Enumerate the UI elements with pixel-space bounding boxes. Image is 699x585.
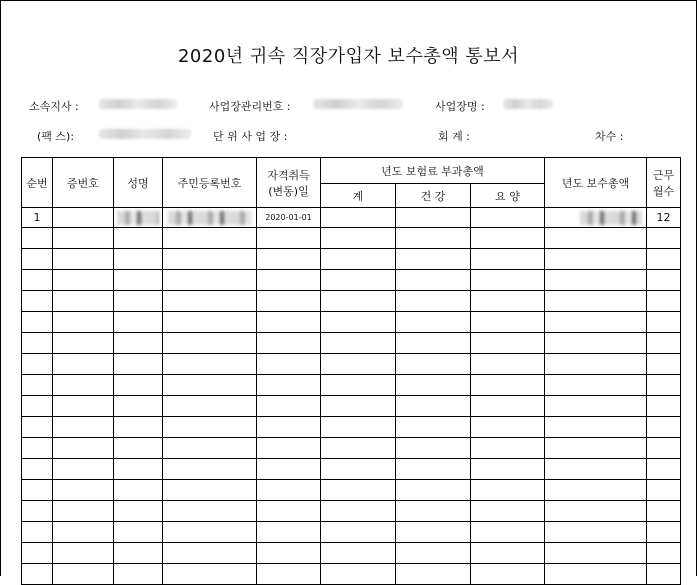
table-row-empty — [22, 291, 681, 312]
table-cell-empty — [321, 543, 396, 564]
table-cell-empty — [647, 228, 681, 249]
table-cell-empty — [471, 396, 545, 417]
table-cell-empty — [321, 522, 396, 543]
table-cell-empty — [471, 459, 545, 480]
table-row-empty — [22, 543, 681, 564]
cell-months: 12 — [647, 208, 681, 228]
table-cell-empty — [163, 375, 257, 396]
table-cell-empty — [396, 438, 471, 459]
table-cell-empty — [647, 543, 681, 564]
table-cell-empty — [114, 375, 163, 396]
document-title: 2020년 귀속 직장가입자 보수총액 통보서 — [177, 46, 519, 67]
table-cell-empty — [163, 480, 257, 501]
table-row — [22, 208, 681, 228]
cell-qualify-date: 2020-01-01 — [257, 208, 321, 228]
table-cell-empty — [545, 396, 647, 417]
mgmt-no-label: 사업장관리번호 : — [209, 100, 291, 113]
table-row-empty — [22, 459, 681, 480]
table-cell-empty — [396, 375, 471, 396]
table-cell-empty — [545, 480, 647, 501]
header-name: 성명 — [114, 158, 163, 208]
table-cell-empty — [321, 417, 396, 438]
table-cell-empty — [647, 291, 681, 312]
table-cell-empty — [396, 543, 471, 564]
table-cell-empty — [471, 438, 545, 459]
table-row-empty — [22, 396, 681, 417]
header-care: 요 양 — [471, 184, 545, 208]
table-cell-empty — [114, 564, 163, 585]
table-cell-empty — [396, 501, 471, 522]
table-cell-empty — [257, 354, 321, 375]
table-row-empty — [22, 270, 681, 291]
cell-name — [114, 208, 163, 228]
table-cell-empty — [257, 459, 321, 480]
cell-health — [396, 208, 471, 228]
table-cell-empty — [647, 438, 681, 459]
table-cell-empty — [545, 270, 647, 291]
table-row-empty — [22, 417, 681, 438]
table-cell-empty — [471, 480, 545, 501]
header-qualify-line2: (변동)일 — [268, 184, 309, 198]
table-cell-empty — [114, 291, 163, 312]
table-cell-empty — [396, 291, 471, 312]
table-cell-empty — [396, 270, 471, 291]
cell-salary-total — [545, 208, 647, 228]
table-row-empty — [22, 333, 681, 354]
table-cell-empty — [22, 543, 53, 564]
header-months — [647, 158, 681, 208]
table-cell-empty — [163, 438, 257, 459]
fax-value-redacted — [99, 129, 191, 139]
table-cell-empty — [257, 249, 321, 270]
table-cell-empty — [471, 375, 545, 396]
table-cell-empty — [53, 564, 114, 585]
table-cell-empty — [114, 459, 163, 480]
table-cell-empty — [647, 459, 681, 480]
table-cell-empty — [471, 312, 545, 333]
table-cell-empty — [257, 312, 321, 333]
table-cell-empty — [22, 291, 53, 312]
resident-no-redacted — [168, 211, 252, 225]
table-cell-empty — [321, 333, 396, 354]
table-row-empty — [22, 438, 681, 459]
table-cell-empty — [114, 249, 163, 270]
table-cell-empty — [114, 270, 163, 291]
table-cell-empty — [114, 522, 163, 543]
table-cell-empty — [163, 543, 257, 564]
table-cell-empty — [545, 354, 647, 375]
table-cell-empty — [321, 375, 396, 396]
table-cell-empty — [545, 375, 647, 396]
company-name-value-redacted — [503, 99, 553, 109]
unit-workplace-label: 단 위 사 업 장 : — [213, 130, 288, 143]
table-cell-empty — [114, 480, 163, 501]
table-row-empty — [22, 312, 681, 333]
table-cell-empty — [22, 333, 53, 354]
table-cell-empty — [396, 312, 471, 333]
table-cell-empty — [647, 333, 681, 354]
table-cell-empty — [114, 438, 163, 459]
table-cell-empty — [257, 522, 321, 543]
table-cell-empty — [471, 228, 545, 249]
table-cell-empty — [321, 270, 396, 291]
table-cell-empty — [396, 333, 471, 354]
table-cell-empty — [163, 564, 257, 585]
account-label: 회 계 : — [438, 130, 470, 143]
table-cell-empty — [114, 396, 163, 417]
table-cell-empty — [53, 249, 114, 270]
table-cell-empty — [647, 312, 681, 333]
table-cell-empty — [647, 522, 681, 543]
table-cell-empty — [114, 333, 163, 354]
table-cell-empty — [471, 291, 545, 312]
table-cell-empty — [545, 522, 647, 543]
header-qualify-date — [257, 158, 321, 208]
table-cell-empty — [257, 270, 321, 291]
table-cell-empty — [163, 333, 257, 354]
salary-report-table — [21, 157, 681, 585]
table-cell-empty — [22, 312, 53, 333]
table-cell-empty — [53, 333, 114, 354]
table-row-empty — [22, 228, 681, 249]
table-cell-empty — [114, 501, 163, 522]
table-cell-empty — [114, 312, 163, 333]
header-resident-no: 주민등록번호 — [163, 158, 257, 208]
header-months-line1: 근무 — [652, 168, 675, 182]
table-cell-empty — [53, 396, 114, 417]
table-cell-empty — [396, 228, 471, 249]
table-cell-empty — [647, 564, 681, 585]
table-row-empty — [22, 375, 681, 396]
header-health: 건 강 — [396, 184, 471, 208]
header-cert-no: 증번호 — [53, 158, 114, 208]
table-cell-empty — [22, 417, 53, 438]
table-cell-empty — [163, 228, 257, 249]
table-cell-empty — [53, 543, 114, 564]
cell-care — [471, 208, 545, 228]
table-cell-empty — [53, 522, 114, 543]
table-cell-empty — [257, 543, 321, 564]
table-cell-empty — [22, 249, 53, 270]
header-months-line2: 월수 — [652, 184, 675, 198]
table-cell-empty — [647, 396, 681, 417]
table-cell-empty — [647, 375, 681, 396]
table-cell-empty — [53, 480, 114, 501]
table-cell-empty — [396, 354, 471, 375]
table-cell-empty — [53, 291, 114, 312]
table-cell-empty — [257, 291, 321, 312]
table-cell-empty — [321, 228, 396, 249]
table-cell-empty — [257, 396, 321, 417]
table-cell-empty — [163, 312, 257, 333]
table-cell-empty — [471, 501, 545, 522]
table-cell-empty — [396, 522, 471, 543]
table-cell-empty — [545, 438, 647, 459]
table-cell-empty — [257, 438, 321, 459]
table-cell-empty — [471, 249, 545, 270]
table-cell-empty — [53, 228, 114, 249]
cell-cert-no — [53, 208, 114, 228]
table-row-empty — [22, 480, 681, 501]
table-cell-empty — [647, 354, 681, 375]
table-cell-empty — [545, 564, 647, 585]
table-cell-empty — [396, 480, 471, 501]
table-cell-empty — [321, 501, 396, 522]
table-cell-empty — [257, 375, 321, 396]
table-cell-empty — [545, 459, 647, 480]
table-cell-empty — [647, 249, 681, 270]
table-row-empty — [22, 354, 681, 375]
cell-no: 1 — [22, 208, 53, 228]
table-cell-empty — [22, 459, 53, 480]
table-cell-empty — [321, 396, 396, 417]
table-cell-empty — [257, 501, 321, 522]
table-row-empty — [22, 249, 681, 270]
table-cell-empty — [647, 480, 681, 501]
table-cell-empty — [321, 249, 396, 270]
table-cell-empty — [114, 228, 163, 249]
table-cell-empty — [163, 249, 257, 270]
table-cell-empty — [53, 270, 114, 291]
table-cell-empty — [471, 417, 545, 438]
table-cell-empty — [163, 417, 257, 438]
table-cell-empty — [545, 501, 647, 522]
table-cell-empty — [163, 501, 257, 522]
table-cell-empty — [22, 564, 53, 585]
table-cell-empty — [396, 396, 471, 417]
header-premium-total: 계 — [321, 184, 396, 208]
table-cell-empty — [22, 354, 53, 375]
sequence-label: 차수 : — [595, 130, 624, 143]
table-cell-empty — [114, 417, 163, 438]
table-row-empty — [22, 501, 681, 522]
header-qualify-line1: 자격취득 — [267, 168, 310, 182]
header-premium-group: 년도 보험료 부과총액 — [321, 158, 545, 184]
table-cell-empty — [53, 312, 114, 333]
branch-label: 소속지사 : — [29, 100, 79, 113]
table-cell-empty — [545, 333, 647, 354]
table-cell-empty — [22, 501, 53, 522]
table-cell-empty — [22, 438, 53, 459]
table-cell-empty — [257, 480, 321, 501]
header-salary-total: 년도 보수총액 — [545, 158, 647, 208]
name-redacted — [117, 211, 159, 225]
header-no: 순번 — [22, 158, 53, 208]
table-cell-empty — [396, 249, 471, 270]
table-cell-empty — [545, 312, 647, 333]
table-cell-empty — [647, 417, 681, 438]
table-row-empty — [22, 522, 681, 543]
fax-label: (팩 스): — [37, 130, 75, 143]
table-cell-empty — [53, 375, 114, 396]
table-cell-empty — [471, 543, 545, 564]
table-cell-empty — [53, 459, 114, 480]
table-cell-empty — [22, 375, 53, 396]
table-cell-empty — [471, 564, 545, 585]
table-cell-empty — [545, 228, 647, 249]
table-cell-empty — [321, 564, 396, 585]
table-cell-empty — [22, 396, 53, 417]
table-cell-empty — [22, 270, 53, 291]
table-cell-empty — [471, 270, 545, 291]
table-cell-empty — [114, 543, 163, 564]
table-cell-empty — [396, 564, 471, 585]
table-row-empty — [22, 564, 681, 585]
table-cell-empty — [257, 333, 321, 354]
table-cell-empty — [545, 291, 647, 312]
cell-resident-no — [163, 208, 257, 228]
branch-value-redacted — [99, 99, 177, 109]
table-cell-empty — [321, 291, 396, 312]
table-cell-empty — [53, 417, 114, 438]
table-cell-empty — [163, 354, 257, 375]
table-cell-empty — [647, 270, 681, 291]
table-cell-empty — [321, 459, 396, 480]
table-cell-empty — [396, 459, 471, 480]
cell-premium-total — [321, 208, 396, 228]
table-cell-empty — [22, 228, 53, 249]
table-cell-empty — [545, 249, 647, 270]
table-cell-empty — [53, 354, 114, 375]
table-cell-empty — [163, 291, 257, 312]
mgmt-no-value-redacted — [313, 99, 403, 109]
table-cell-empty — [257, 564, 321, 585]
table-cell-empty — [163, 522, 257, 543]
salary-redacted — [580, 211, 642, 225]
table-cell-empty — [647, 501, 681, 522]
table-cell-empty — [257, 417, 321, 438]
table-cell-empty — [471, 522, 545, 543]
table-cell-empty — [22, 522, 53, 543]
table-cell-empty — [471, 354, 545, 375]
table-cell-empty — [321, 312, 396, 333]
table-cell-empty — [396, 417, 471, 438]
table-cell-empty — [257, 228, 321, 249]
table-cell-empty — [53, 501, 114, 522]
table-cell-empty — [545, 417, 647, 438]
table-cell-empty — [545, 543, 647, 564]
table-cell-empty — [114, 354, 163, 375]
table-cell-empty — [53, 438, 114, 459]
table-cell-empty — [321, 354, 396, 375]
table-cell-empty — [471, 333, 545, 354]
company-name-label: 사업장명 : — [435, 100, 485, 113]
table-cell-empty — [321, 438, 396, 459]
table-cell-empty — [22, 480, 53, 501]
table-cell-empty — [163, 396, 257, 417]
table-cell-empty — [163, 459, 257, 480]
table-cell-empty — [321, 480, 396, 501]
table-cell-empty — [163, 270, 257, 291]
